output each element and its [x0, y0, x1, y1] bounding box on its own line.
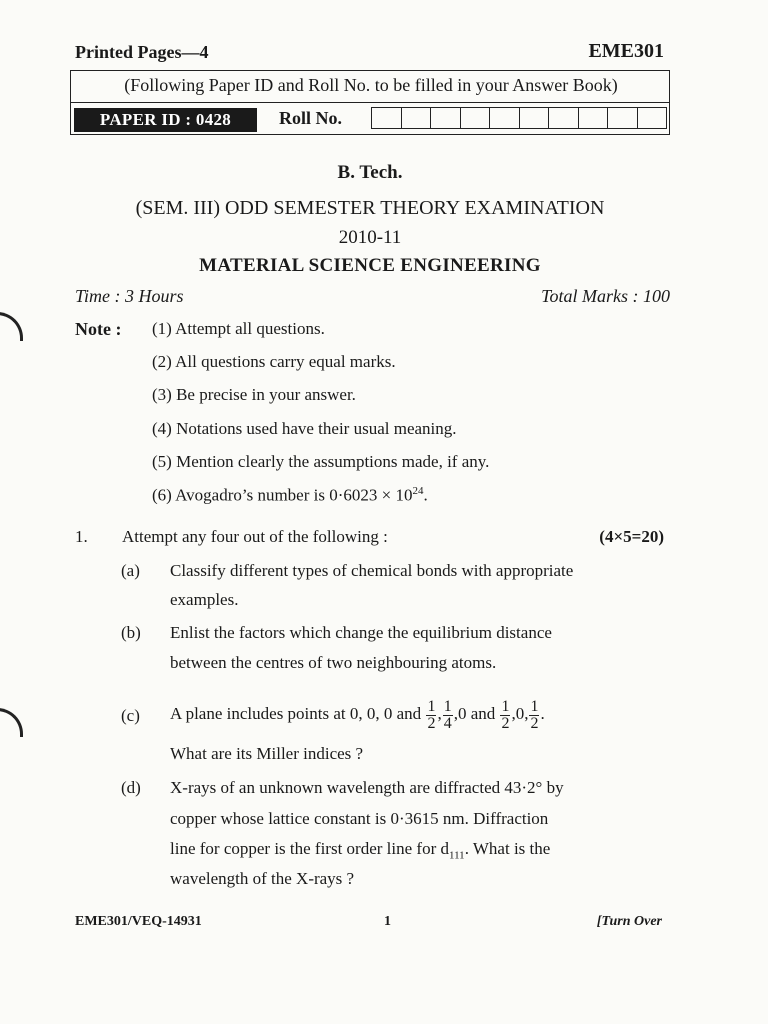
paper-id-label: PAPER ID : 0428 — [74, 108, 257, 132]
fraction-one-half: $\frac{1}{2}$ — [501, 697, 510, 732]
roll-no-digit-box[interactable] — [579, 108, 609, 128]
subject-title: MATERIAL SCIENCE ENGINEERING — [199, 255, 541, 276]
roll-no-digit-box[interactable] — [372, 108, 402, 128]
note-item-1: (1) Attempt all questions. — [152, 319, 325, 338]
fraction-one-half: $\frac{1}{2}$ — [427, 697, 436, 732]
part-d-label: (d) — [121, 778, 141, 797]
fraction-one-half: $\frac{1}{2}$ — [530, 697, 539, 732]
turn-over: [Turn Over — [596, 914, 662, 929]
printed-pages: Printed Pages—4 — [75, 42, 209, 62]
roll-no-digit-box[interactable] — [461, 108, 491, 128]
answer-book-instruction: (Following Paper ID and Roll No. to be filled in your Answer Book) — [124, 75, 618, 95]
part-d-line-2: copper whose lattice constant is 0·3615 nm. Diffraction — [170, 809, 549, 828]
note-item-4: (4) Notations used have their usual meaning. — [152, 419, 457, 438]
note-item-6: (6) Avogadro’s number is $0\cdot 6023 \times 10^{24}$. — [152, 485, 428, 505]
part-d-line-4: wavelength of the X-rays ? — [170, 869, 355, 888]
roll-no-digit-box[interactable] — [431, 108, 461, 128]
note-item-3: (3) Be precise in your answer. — [152, 385, 356, 404]
part-b-line-2: between the centres of two neighbouring atoms. — [170, 653, 497, 672]
punch-hole-mark — [0, 708, 23, 737]
semester-title: (SEM. III) ODD SEMESTER THEORY EXAMINATION — [135, 197, 605, 219]
roll-no-digit-box[interactable] — [520, 108, 550, 128]
roll-no-digit-box[interactable] — [402, 108, 432, 128]
roll-no-digit-box[interactable] — [638, 108, 667, 128]
paper-id-box — [70, 70, 670, 135]
part-c-line-1: A plane includes points at 0, 0, 0 and $\frac{1}{2}$ , $\frac{1}{4}$ ,0 and $\frac{1}{2}$ ,0, $\frac{1}{2}$ . — [170, 697, 545, 732]
question-marks: (4×5=20) — [599, 527, 664, 546]
punch-hole-mark — [0, 312, 23, 341]
note-label: Note : — [75, 319, 122, 339]
roll-no-boxes[interactable] — [371, 107, 667, 129]
roll-no-label: Roll No. — [279, 108, 342, 128]
roll-no-digit-box[interactable] — [549, 108, 579, 128]
part-a-line-2: examples. — [170, 590, 239, 609]
part-a-line-1: Classify different types of chemical bonds with appropriate — [170, 561, 574, 580]
time-allowed: Time : 3 Hours — [75, 286, 184, 306]
note-item-2: (2) All questions carry equal marks. — [152, 352, 396, 371]
question-text: Attempt any four out of the following : — [122, 527, 388, 546]
total-marks: Total Marks : 100 — [541, 286, 670, 306]
degree-title: B. Tech. — [337, 162, 403, 183]
part-a-label: (a) — [121, 561, 140, 580]
page-number: 1 — [384, 914, 391, 929]
part-c-line-2: What are its Miller indices ? — [170, 744, 364, 763]
paper-code: EME301 — [588, 40, 664, 62]
part-d-line-3: line for copper is the first order line for $d_{111}$. What is the — [170, 839, 551, 862]
question-number: 1. — [75, 527, 88, 546]
roll-no-digit-box[interactable] — [608, 108, 638, 128]
part-b-line-1: Enlist the factors which change the equilibrium distance — [170, 623, 552, 642]
note-item-5: (5) Mention clearly the assumptions made, if any. — [152, 452, 490, 471]
fraction-one-quarter: $\frac{1}{4}$ — [443, 697, 452, 732]
part-d-line-1: X-rays of an unknown wavelength are diffracted 43·2° by — [170, 778, 564, 797]
part-c-label: (c) — [121, 706, 140, 725]
footer-code: EME301/VEQ-14931 — [75, 914, 202, 929]
part-b-label: (b) — [121, 623, 141, 642]
exam-year: 2010-11 — [338, 227, 402, 248]
roll-no-digit-box[interactable] — [490, 108, 520, 128]
